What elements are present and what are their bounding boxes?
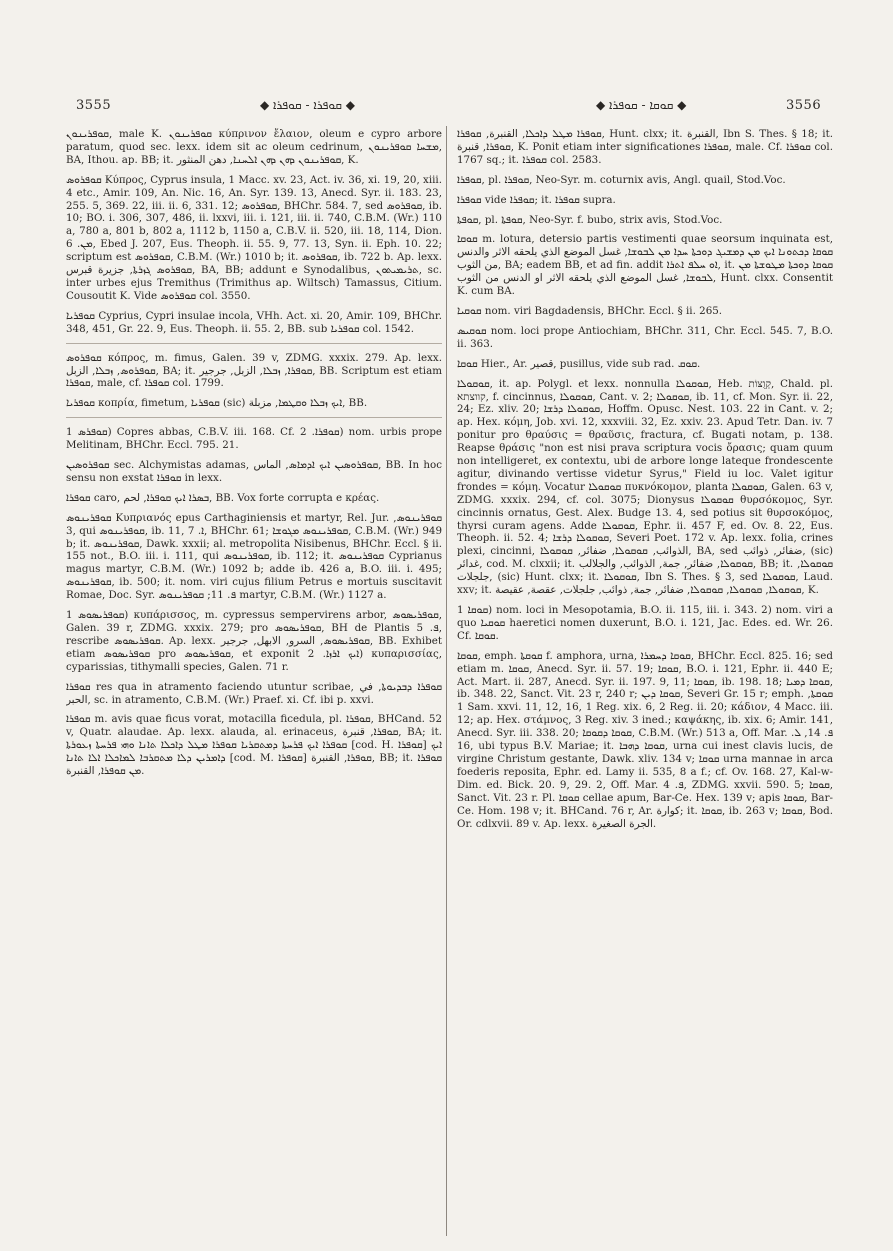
entry-text: ܩܘܦܪܝܐ Cyprius, Cypri insulae incola, VHh. Act. xi. 20, Amir. 109, BHChr. 348, 451, Gr. 22. 9, Eus. Theoph. ii. 55. 2, BB. sub ܩܘܦܪܝܐ col. 1542. bbox=[66, 309, 442, 335]
entry-text: ܩܘܦܬܐ, pl. ܩܘܦܬܐ, Neo-Syr. f. bubo, strix avis, Stod.Voc. bbox=[457, 213, 723, 226]
entry-text: ܩܘܩܐ m. lotura, detersio partis vestimenti quae seorsum inquinata est, ܩܘܩܐ ܕܟܬܘܢܐ ܐܝܟ ܡܢ ܕܡܫܝܓ ܕܘܟܬܐ ܚܕܐ ܡܢ ܠܒܘܫܐ, غسل الموضع الذي يلحقه الاثر والدنس من الثوب, BA; eadem BB, et ad fin. addit ܐܘ ܚܠܦ ܐܬܪܐ, it. ܩܘܩܐ ܕܘܟܬܐ ܡܛܘܫܬܐ ܡܢ ܠܒܘܫܐ, غسل الموضع الذي يلحقه الاثر او الدنس من الثوب, Hunt. clxx. Consentit K. cum BA. bbox=[457, 233, 833, 298]
dictionary-entry bbox=[66, 397, 442, 410]
entry-text: ܩܘܦܪܝܢܘܢ, male K. ܩܘܦܪܝܢܘܢ κύπρινον ἔλαιον, oleum e cypro arbore paratum, quod sec. lexx. idem sit ac oleum cedrinum, ܡܫܚܐ ܩܘܦܪܝܢܘܢ, BA, Ithou. ap. BB; it. ܩܘܦܪܝܢܘܢ ܕܗܢ ܕܗܢ ܐܠܚܢܐ, دهن المنثور, K. bbox=[66, 128, 442, 166]
running-title-right: ◆ ܩܘܩܐ - ܩܘܦܪܐ ◆ bbox=[596, 98, 687, 112]
dictionary-entry bbox=[66, 352, 442, 391]
running-title-left: ◆ ܩܘܦܪܐ - ܩܘܦܪܐ ◆ bbox=[260, 98, 355, 112]
entry-text: ܩܘܦܪܐ ܡܛܠ ܕܐܟܠܐ, القنبرة, ܩܘܦܪܐ, Hunt. clxx; it. القنبرة, Ibn S. Thes. § 18; it. ܩܘܦܪܐ, قنبرة, K. Ponit etiam inter significationes ܩܘܦܪܐ, male. Cf. ܩܘܦܪܐ col. 1767 sq.; it. ܩܘܦܪܐ col. 2583. bbox=[457, 128, 833, 166]
dictionary-entry bbox=[457, 358, 833, 371]
dictionary-entry bbox=[457, 305, 833, 318]
entry-text: ܩܘܦܪܐ m. avis quae ficus vorat, motacilla ficedula, pl. ܩܘܦܪܐ, BHCand. 52 v, Quatr. alaudae. Ap. lexx. alauda, al. erinaceus, ܩܘܦܪܐ, قنبرة, BA; it. ܩܘܦܪܐ ܐܝܟ ܦܪܚܬܐ ܕܡܬܩܪܝܐ ܩܘܦܪܐ ܡܛܠ ܕܐܟܠܐ ܬܐܢܐ ܘܗܝ ܦܪܚܬܐ ܙܥܘܪܬܐ [cod. H. ܩܘܦܪܐ] ܐܝܟ ܕܐܡܪܝܢ ܕܠܐ ܡܬܩܪܒܐ ܠܡܐܟܠܐ ܐܠܐ ܬܐܢܐ [cod. M. ܩܘܦܪܐ] ܩܘܦܪܐ, القنبرة, BB; it. ܩܘܦܪܐ ܡܢ ܩܘܦܪܐ, القنبرة. bbox=[66, 713, 442, 778]
dictionary-entry bbox=[66, 128, 442, 167]
entry-text: ܩܘܦܪܝܣܘܣ 1) κυπάρισσος, m. cypressus sempervirens arbor, ܩܘܦܪܝܣܘܣ, Galen. 39 r, ZDMG. xxxix. 279; pro ܩܘܦܪܝܣܘܣ, BH de Plantis ܦ. 5, rescribe ܩܘܦܪܝܣܘܣ. Ap. lexx. ܩܘܦܪܝܣܘܣ, السرو, الابهل, جرجير, BB. Exhibet etiam ܩܘܦܪܝܣܘܣ pro ܩܘܦܪܝܣܘܣ, et exponit ܐܝܟ ܐܪܙܐ. 2) κυπαρισσίας, cyparissias, tithymalli species, Galen. 71 r. bbox=[66, 609, 442, 673]
entry-text: ܩܘܦܪܘܣ Κύπρος, Cyprus insula, 1 Macc. xv. 23, Act. iv. 36, xi. 19, 20, xiii. 4 etc., Amir. 109, An. Nic. 16, An. Syr. 139. 13, Anecd. Syr. ii. 183. 23, 255. 5, 369. 22, iii. ii. 6, 331. 12; ܩܘܦܪܘܣ, BHChr. 584. 7, sed ܩܘܦܪܘܣ, ib. 10; BO. i. 306, 307, 486, ii. lxxvi, iii. i. 121, iii. ii. 740, C.B.M. (Wr.) 110 a, 780 a, 801 b, 802 a, 1112 b, 1150 a, C.B.V. ii. 520, iii. 18, 114, Dion. ܡܢ. 6, Ebed J. 207, Eus. Theoph. ii. 55. 9, 77. 13, Syn. ii. Eph. 10. 22; scriptum est ܩܘܦܪܘܣ, C.B.M. (Wr.) 1010 b; it. ܩܘܦܪܘܣ, ib. 722 b. Ap. lexx. ܩܘܦܪܘܣ ܓܙܪܬܐ, جزيرة قبرس, BA, BB; addunt e Synodalibus, ܬܪܝܡܝܬܘܢ, sc. inter urbes ejus Tremithus (Trimithus ap. Wiltsch) Tamassus, Citium. Cousoutit K. Vide ܩܘܦܪܘܣ col. 3550. bbox=[66, 173, 442, 302]
dictionary-entry bbox=[66, 459, 442, 485]
dictionary-entry bbox=[457, 378, 833, 597]
entry-text: ܩܘܩܘܠܐ, it. ap. Polygl. et lexx. nonnulla ܩܘܩܘܠܐ, Heb. קְוֻצּוֹת, Chald. pl. קווצתא, f. cincinnus, ܩܘܩܘܠܐ, Cant. v. 2; ܩܘܩܘܠܐ, ib. 11, cf. Mon. Syr. ii. 22, 24; Ez. xliv. 20; ܩܘܩܘܠܐ ܕܪܫܐ, Hoffm. Opusc. Nest. 103. 22 in Cant. v. 2; ap. Hex. κόμη, Job. xvi. 12, xxxviii. 32, Ez. xxiv. 23. Apud Tetr. Dan. iv. 7 ponitur pro θραύσις = θραῦσις, fractura, cf. Bugati notam, p. 138. Reapse θράσις "non est nisi prava scriptura vocis ὄρασις; quam quum non intelligeret, ex contextu, ubi de arbore longe lateque frondescente agitur, divinando vertisse videtur Syrus," Field iu loc. Valet igitur frondes = κόμη. Vocatur ܩܘܩܘܠܐ πυκνόκομον, planta ܩܘܩܘܠܐ, Galen. 63 v, ZDMG. xxxix. 294, cf. col. 3075; Dionysus ܩܘܩܘܠܐ θυρσόκομος, Syr. cincinnis ornatus, Gest. Alex. Budge 13. 4, sed potius sit θυρσοκόμος, thyrsi curam agens. Adde ܩܘܩܘܠܐ, Ephr. ii. 457 F, ed. Ov. 8. 22, Eus. Theoph. ii. 52. 4; ܩܘܩܘܠܐ ܕܪܫܐ, Severi Poet. 172 v. Ap. lexx. folia, crines plexi, cincinni, الذوائب, ܩܘܩܘܠܐ, ضفائر, ܩܘܩܘܠܐ, BA, sed ضفائر, ذوائب, (sic) غدائر, cod. M. clxxii; it. ܩܘܩܘܠܐ, ضفائر, جمة, الذوائب, والجلالب, BB; it. ܩܘܩܘܠܐ, جلجلات, (sic) Hunt. clxx; it. ܩܘܩܘܠܐ, Ibn S. Thes. § 3, sed ܩܘܩܘܠܐ, Laud. xxv; it. ܩܘܩܘܠܐ, ܩܘܩܘܠܐ, ܩܘܩܘܠܐ, ضفائر, جمة, ذوائب, جلجلات, عقصة, عقيصة, K. bbox=[457, 377, 833, 597]
dictionary-entry bbox=[457, 194, 833, 207]
dictionary-entry bbox=[457, 604, 833, 643]
dictionary-entry bbox=[457, 650, 833, 831]
entry-text: ܩܘܦܪܐ, pl. ܩܘܦܪܐ, Neo-Syr. m. coturnix avis, Angl. quail, Stod.Voc. bbox=[457, 173, 786, 186]
dictionary-entry bbox=[457, 214, 833, 227]
dictionary-entry bbox=[66, 492, 442, 505]
entry-text: ܩܘܩܝܐ nom. viri Bagdadensis, BHChr. Eccl. § ii. 265. bbox=[457, 304, 723, 317]
entry-text: ܩܘܦܪܘܣ κόπρος, m. fimus, Galen. 39 v, ZDMG. xxxix. 279. Ap. lexx. ܩܘܦܪܘܣ, ܙܒܠܐ, الزبل, BA; it. ܩܘܦܪܐ, ܙܒܠܐ, الزبل, جرجير, BB. Scriptum est etiam ܩܘܦܪܐ, male, cf. ܩܘܦܪܐ col. 1799. bbox=[66, 351, 442, 390]
entry-text: ܩܘܦܪܝܐ κοπρία, fimetum, ܩܘܦܪܝܐ (sic) ܐܝܟ ܙܒܠܐ ܘܩܛܡܐ, مزبلة, BB. bbox=[66, 397, 368, 410]
dictionary-entry bbox=[66, 713, 442, 778]
entry-text: ܩܘܦܪܐ vide ܩܘܦܪܐ; it. ܩܘܦܪܐ supra. bbox=[457, 193, 616, 206]
dictionary-entry bbox=[457, 174, 833, 187]
dictionary-entry bbox=[66, 512, 442, 602]
page-number-left: 3555 bbox=[76, 98, 112, 113]
column-divider bbox=[446, 126, 447, 1236]
section-divider bbox=[66, 343, 442, 344]
dictionary-entry bbox=[457, 128, 833, 167]
entry-text: ܩܘܦܪܣ 1) Copres abbas, C.B.V. iii. 168. Cf. ܩܘܦܪܐ. 2) nom. urbis prope Melitinam, BHChr. Eccl. 795. 21. bbox=[66, 426, 442, 452]
entry-text: ܩܘܩܝܣ nom. loci prope Antiochiam, BHChr. 311, Chr. Eccl. 545. 7, B.O. ii. 363. bbox=[457, 324, 833, 350]
entry-text: ܩܘܩܐ, emph. ܩܘܩܬܐ f. amphora, urna, ܩܘܩܐ ܕܚܡܪܐ, BHChr. Eccl. 825. 16; sed etiam m. ܩܘܩܐ, Anecd. Syr. ii. 57. 19; ܩܘܩܐ, B.O. i. 121, Ephr. ii. 440 E; Act. Mart. ii. 287, Anecd. Syr. ii. 197. 9, 11; ܩܘܩܐ, ib. 198. 18; ܩܘܩܐ ܕܡܝܐ, ib. 348. 22, Sanct. Vit. 23 r, 240 r; ܩܘܩܐ ܕܝܢ, Severi Gr. 15 r; emph. ܩܘܩܬܐ, 1 Sam. xxvi. 11, 12, 16, 1 Reg. xix. 6, 2 Reg. ii. 20; κάδιον, 4 Macc. iii. 12; ap. Hex. στάμνος, 3 Reg. xiv. 3 ined.; καψάκης, ib. xix. 6; Amir. 141, Anecd. Syr. iii. 338. 20; ܩܘܩܐ ܕܩܘܩܐ, C.B.M. (Wr.) 513 a, Off. Mar. ܦ. 14, ܠ. 16, ubi typus B.V. Mariae; it. ܩܘܩܐ ܕܗܒܐ, urna cui inest clavis lucis, de virgine Christum gestante, Dawk. xliv. 134 v; ܩܘܩܐ urna mannae in arca foederis reposita, Ephr. ed. Lamy ii. 535, 8 a f.; cf. Ov. 168. 27, Kal-w-Dim. ed. Bick. 20. 9, 29. 2, Off. Mar. ܦ. 4, ZDMG. xxvii. 590. 5; ܩܘܩܐ, Sanct. Vit. 23 r. Pl. ܩܘܩܐ cellae apum, Bar-Ce. Hex. 139 v; apis ܩܘܩܐ, Bar-Ce. Hom. 198 v; it. BHCand. 76 r, Ar. كوارة; it. ܩܘܩܐ, ib. 263 v; ܩܘܩܐ, Bod. Or. cdlxvii. 89 v. Ap. lexx. الجرة الصغيرة. bbox=[457, 649, 833, 830]
entry-text: ܩܘܦܪܘܣܝܢ sec. Alchymistas adamas, ܩܘܦܪܘܣܝܢ ܐܝܟ ܐܕܡܐܣ, الماس, BB. In hoc sensu non exstat ܩܘܦܪܐ in lexx. bbox=[66, 459, 442, 484]
dictionary-entry bbox=[66, 310, 442, 336]
right-column bbox=[457, 128, 833, 1234]
dictionary-entry bbox=[66, 609, 442, 674]
page-number-right: 3556 bbox=[786, 98, 822, 113]
dictionary-entry bbox=[457, 233, 833, 298]
entry-text: ܩܘܦܪܝܢܘܣ Κυπριανός epus Carthaginiensis et martyr, Rel. Jur. ܩܘܦܪܝܢܘܣ, 3, qui ܩܘܦܪܝܢܘܣ, ib. 11, ܐ. 7, BHChr. 61; ܩܘܦܪܝܢܘܣ ܡܓܘܫܐ, C.B.M. (Wr.) 949 b; it. ܩܘܦܪܝܢܘܣ, Dawk. xxxii; al. metropolita Nisibenus, BHChr. Eccl. § ii. 155 not., B.O. iii. i. 111, qui ܩܘܦܪܝܢܘܣ, ib. 112; it. ܩܘܦܪܝܢܘܣ Cyprianus magus martyr, C.B.M. (Wr.) 1092 b; adde ib. 426 a, B.O. iii. i. 495; ܩܘܦܪܝܢܘܣ, ib. 500; it. nom. viri cujus filium Petrus e mortuis suscitavit Romae, Doc. Syr. ܦ. 11; ܩܘܦܪܝܢܘܣ martyr, C.B.M. (Wr.) 1127 a. bbox=[66, 511, 442, 602]
dictionary-entry bbox=[66, 681, 442, 707]
dictionary-entry bbox=[66, 174, 442, 303]
dictionary-entry bbox=[66, 426, 442, 452]
entry-text: ܩܘܦܪܐ caro, ܒܣܪܐ ܐܝܟ ܩܘܦܪܐ, لحم, BB. Vox forte corrupta e κρέας. bbox=[66, 491, 380, 504]
entry-text: ܩܘܩܐ 1) nom. loci in Mesopotamia, B.O. ii. 115, iii. i. 343. 2) nom. viri a quo ܩܘܩܝܐ haeretici nomen duxerunt, B.O. i. 121, Jac. Edes. ed. Wr. 26. Cf. ܩܘܩܐ. bbox=[457, 604, 833, 642]
dictionary-entry bbox=[457, 325, 833, 351]
entry-text: ܩܘܦܪܐ res qua in atramento faciendo utuntur scribae, ܩܘܦܪܐ ܕܒܕܝܘܬܐ, في الحبر, sc. in atramento, C.B.M. (Wr.) Praef. xi. Cf. ibi p. xxvi. bbox=[66, 680, 442, 706]
section-divider bbox=[66, 417, 442, 418]
entry-text: ܩܘܩܐ Hier., Ar. قصير, pusillus, vide sub rad. ܩܘܩ. bbox=[457, 357, 701, 370]
left-column bbox=[66, 128, 442, 1234]
